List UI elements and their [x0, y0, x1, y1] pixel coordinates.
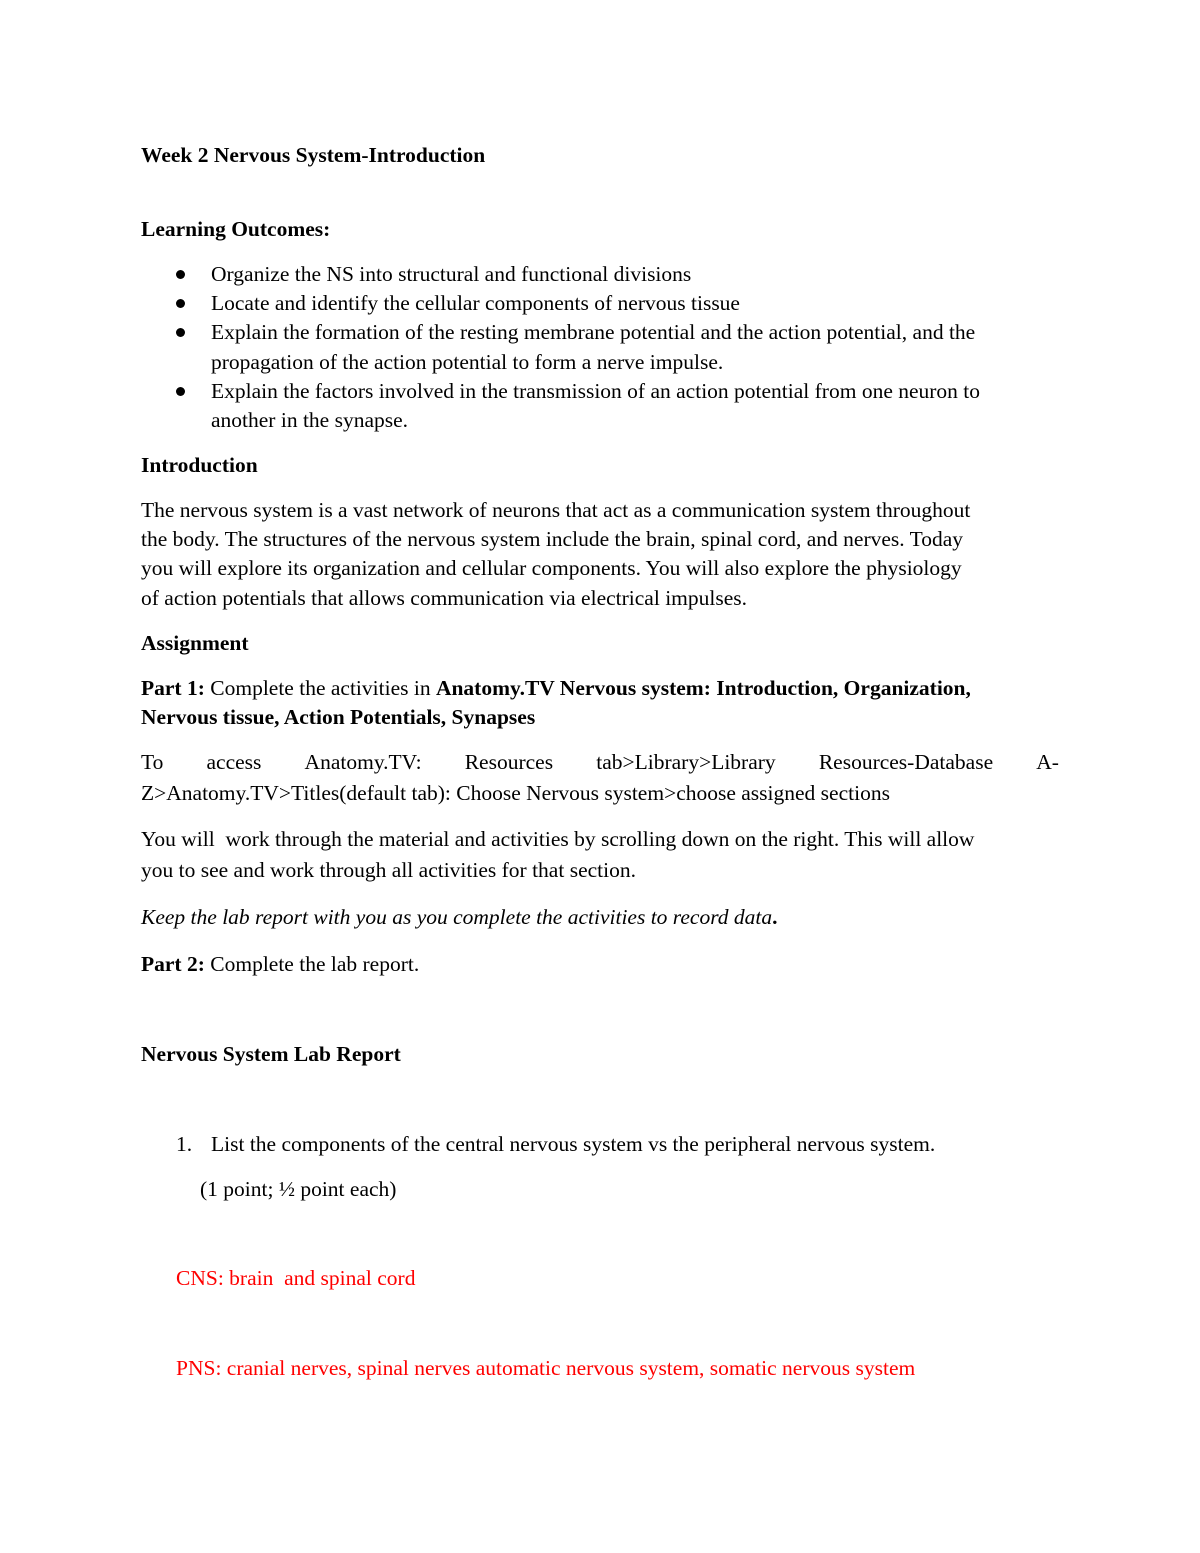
- answer-cns: CNS: brain and spinal cord: [176, 1266, 416, 1290]
- introduction-heading: Introduction: [141, 453, 258, 477]
- work-instructions-continued: you to see and work through all activities for that section.: [141, 858, 636, 882]
- part1-resource-title: Anatomy.TV Nervous system: Introduction, Organization,: [435, 676, 971, 700]
- bullet-icon: [176, 299, 185, 308]
- paragraph-line: of action potentials that allows communication via electrical impulses.: [141, 586, 748, 610]
- work-instructions-line: You will work through the material and activities by scrolling down on the right. This will allow: [141, 827, 975, 851]
- bullet-icon: [176, 270, 185, 279]
- part2-line: [141, 952, 419, 977]
- part2-label: Part 2:: [141, 952, 205, 976]
- list-item: Organize the NS into structural and functional divisions: [211, 262, 692, 286]
- access-word: A-: [1036, 750, 1059, 774]
- lab-report-heading: Nervous System Lab Report: [141, 1042, 401, 1066]
- list-item: Explain the formation of the resting membrane potential and the action potential, and the: [211, 320, 976, 344]
- access-instructions-continued: Z>Anatomy.TV>Titles(default tab): Choose Nervous system>choose assigned sections: [141, 781, 890, 805]
- part1-label: Part 1:: [141, 676, 205, 700]
- list-item-continuation: propagation of the action potential to form a nerve impulse.: [211, 350, 724, 374]
- answer-pns: PNS: cranial nerves, spinal nerves automatic nervous system, somatic nervous system: [176, 1356, 916, 1380]
- assignment-heading: Assignment: [141, 631, 249, 655]
- keep-report-text: Keep the lab report with you as you complete the activities to record data: [141, 905, 773, 929]
- paragraph-line: you will explore its organization and cellular components. You will also explore the physiology: [141, 556, 962, 580]
- part1-text: Complete the activities in: [204, 676, 436, 700]
- question-points: (1 point; ½ point each): [200, 1177, 397, 1201]
- question-text: List the components of the central nervous system vs the peripheral nervous system.: [211, 1132, 936, 1156]
- access-word: To: [141, 750, 164, 774]
- list-item: Explain the factors involved in the transmission of an action potential from one neuron to: [211, 379, 981, 403]
- access-word: Resources-Database: [818, 750, 994, 774]
- paragraph-line: the body. The structures of the nervous system include the brain, spinal cord, and nerves. Today: [141, 527, 964, 551]
- learning-outcomes-heading: Learning Outcomes:: [141, 217, 331, 241]
- paragraph-line: The nervous system is a vast network of neurons that act as a communication system throughout: [141, 498, 971, 522]
- part1-line: [141, 676, 971, 701]
- keep-report-note: [141, 905, 778, 930]
- bullet-icon: [176, 387, 185, 396]
- access-word: Anatomy.TV:: [304, 750, 422, 774]
- bullet-icon: [176, 328, 185, 337]
- part2-text: Complete the lab report.: [204, 952, 420, 976]
- list-item-continuation: another in the synapse.: [211, 408, 409, 432]
- access-word: Resources: [464, 750, 554, 774]
- question-number: 1.: [176, 1132, 193, 1156]
- access-word: tab>Library>Library: [596, 750, 776, 774]
- keep-report-period: .: [772, 905, 778, 929]
- document-title: Week 2 Nervous System-Introduction: [141, 143, 486, 167]
- access-instructions-line: [141, 750, 1059, 775]
- access-word: access: [206, 750, 262, 774]
- part1-resource-title-continued: Nervous tissue, Action Potentials, Synapses: [141, 705, 536, 729]
- list-item: Locate and identify the cellular components of nervous tissue: [211, 291, 740, 315]
